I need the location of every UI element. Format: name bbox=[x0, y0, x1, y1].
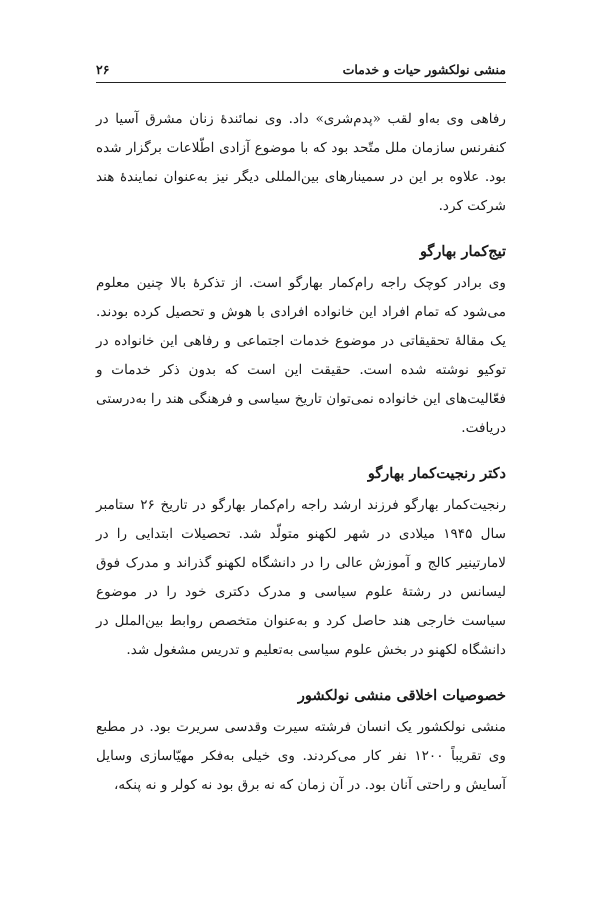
section-heading-tej-kumar: تیج‌کمار بهارگو bbox=[419, 243, 506, 260]
section-paragraph-moral-traits: منشی نولکشور یک انسان فرشته سیرت وقدسی سریرت بود. در مطبع وی تقریباً ۱۲۰۰ نفر کار می‌کردند. وی خیلی به‌فکر مهیّاسازی وسایل آسایش و راحتی آنان بود. در آن زمان که نه برق بود نه کولر و نه پنکه، bbox=[96, 719, 506, 793]
section-heading-ranjit-kumar: دکتر رنجیت‌کمار بهارگو bbox=[367, 465, 506, 482]
intro-paragraph: رفاهی وی به‌او لقب «پدم‌شری» داد. وی نمائندهٔ زنان مشرق آسیا در کنفرنس سازمان ملل متّحد بود که با موضوع آزادی اطّلاعات برگزار شده بود. علاوه بر این در سمینارهای بین‌المللی دیگر نیز به‌عنوان نمایندهٔ هند شرکت کرد. bbox=[96, 111, 506, 214]
section-paragraph-tej-kumar: وی برادر کوچک راجه رام‌کمار بهارگو است. از تذکرهٔ بالا چنین معلوم می‌شود که تمام افراد این خانواده افرادی با هوش و تحصیل کرده بودند. یک مقالهٔ تحقیقاتی در موضوع خدمات اجتماعی و رفاهی این خانواده در توکیو نوشته شده است. حقیقت این است که بدون ذکر خدمات و فعّالیت‌های این خانواده نمی‌توان تاریخ سیاسی و فرهنگی هند را به‌درستی دریافت. bbox=[96, 275, 506, 436]
section-heading-moral-traits: خصوصیات اخلاقی منشی نولکشور bbox=[297, 687, 506, 704]
running-header bbox=[96, 62, 506, 83]
book-page bbox=[96, 62, 506, 800]
header-title: منشی نولکشور حیات و خدمات bbox=[342, 62, 506, 77]
page-number: ۲۶ bbox=[96, 62, 110, 77]
section-paragraph-ranjit-kumar: رنجیت‌کمار بهارگو فرزند ارشد راجه رام‌کمار بهارگو در تاریخ ۲۶ ستامبر سال ۱۹۴۵ میلادی در شهر لکهنو متولّد شد. تحصیلات ابتدایی را در لامارتینیر کالج و آموزش عالی را در دانشگاه لکهنو گذراند و مدرک فوق لیسانس در رشتهٔ علوم سیاسی و مدرک دکتری خود را در موضوع سیاست خارجی هند حاصل کرد و به‌عنوان متخصص روابط بین‌الملل در دانشگاه لکهنو در بخش علوم سیاسی به‌تعلیم و تدریس مشغول شد. bbox=[96, 497, 507, 658]
page-content bbox=[96, 105, 506, 800]
